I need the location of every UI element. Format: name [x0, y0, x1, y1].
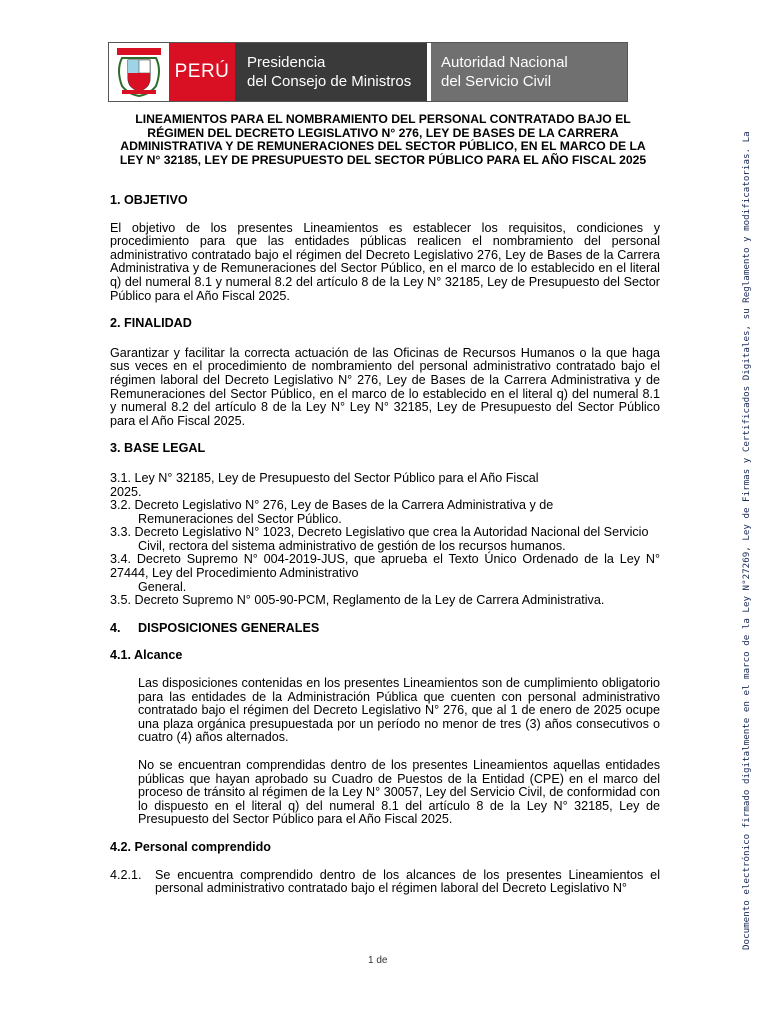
section-finalidad-heading: 2. FINALIDAD — [110, 316, 192, 331]
legal-item-text: 3.2. Decreto Legislativo N° 276, Ley de Bases de la Carrera Administrativa y de — [110, 498, 554, 513]
authority-label — [431, 43, 627, 101]
legal-item — [110, 499, 660, 526]
legal-item-text: 3.4. Decreto Supremo N° 004-2019-JUS, que aprueba el Texto Único Ordenado de la Ley N° 27444, Ley del Procedimiento Administrativo — [110, 552, 660, 581]
legal-item-continuation: 2025. — [110, 484, 142, 499]
legal-item-continuation: Civil, rectora del sistema administrativo de gestión de los recursos humanos. — [138, 538, 566, 553]
authority-line2: del Servicio Civil — [441, 73, 552, 90]
legal-item-continuation: Remuneraciones del Sector Público. — [138, 511, 342, 526]
alcance-paragraph-2: No se encuentran comprendidas dentro de los presentes Lineamientos aquellas entidades públicas que hayan aprobado su Cuadro de Puestos de la Entidad (CPE) en el marco del proceso de tránsito al régimen de la Ley N° 30057, Ley del Servicio Civil, de conformidad con lo dispuesto en el literal q) del numeral 8.1 del artículo 8 de la Ley N° 32185, Ley de Presupuesto del Sector Público para el Año Fiscal 2025. — [138, 758, 660, 827]
document-title: LINEAMIENTOS PARA EL NOMBRAMIENTO DEL PERSONAL CONTRATADO BAJO EL RÉGIMEN DEL DECRETO LEGISLATIVO N° 276, LEY DE BASES DE LA CARRERA ADMINISTRATIVA Y DE REMUNERACIONES DEL SECTOR PÚBLICO, EN EL MARCO DE LA LEY N° 32185, LEY DE PRESUPUESTO DEL SECTOR PÚBLICO PARA EL AÑO FISCAL 2025 — [119, 112, 647, 167]
document-body — [110, 194, 660, 896]
legal-item — [110, 526, 660, 553]
legal-item-text: 3.5. Decreto Supremo N° 005-90-PCM, Reglamento de la Ley de Carrera Administrativa. — [110, 593, 605, 608]
base-legal-list — [110, 472, 660, 608]
presidency-line1: Presidencia — [247, 54, 326, 71]
legal-item — [110, 472, 660, 499]
section-base-legal-heading: 3. BASE LEGAL — [110, 441, 206, 456]
section-objetivo-text: El objetivo de los presentes Lineamientos es establecer los requisitos, condiciones y procedimiento para que las entidades públicas realicen el nombramiento del personal administrativo contratado bajo el régimen del Decreto Legislativo 276, Ley de Bases de la Carrera Administrativa y de Remuneraciones del Sector Público, en el marco de lo establecido en el literal q) del numeral 8.1 y numeral 8.2 del artículo 8 de la Ley N° 32185, Ley de Presupuesto del Sector Público para el Año Fiscal 2025. — [110, 220, 660, 303]
legal-item-text: 3.3. Decreto Legislativo N° 1023, Decreto Legislativo que crea la Autoridad Nacional del Servicio — [110, 525, 649, 540]
section-finalidad-text: Garantizar y facilitar la correcta actuación de las Oficinas de Recursos Humanos o la que haga sus veces en el procedimiento de nombramiento del personal administrativo contratado bajo el régimen laboral del Decreto Legislativo N° 276, Ley de Bases de la Carrera Administrativa y de Remuneraciones del Sector Público, en el marco de lo establecido en el literal q) del numeral 8.1 y numeral 8.2 del artículo 8 de la Ley N° Ley N° 32185, Ley de Presupuesto del Sector Público para el Año Fiscal 2025. — [110, 345, 660, 428]
section-title: DISPOSICIONES GENERALES — [138, 620, 320, 635]
personal-heading: 4.2. Personal comprendido — [110, 839, 271, 854]
item-text: Se encuentra comprendido dentro de los alcances de los presentes Lineamientos el personal administrativo contratado bajo el régimen laboral del Decreto Legislativo N° — [155, 867, 660, 896]
peru-label: PERÚ — [169, 43, 235, 101]
legal-item — [110, 553, 660, 594]
section-disposiciones-heading — [110, 622, 660, 636]
item-4-2-1 — [110, 869, 660, 896]
header-banner — [108, 42, 628, 102]
alcance-heading: 4.1. Alcance — [110, 648, 183, 663]
coat-of-arms-logo — [109, 43, 169, 101]
alcance-paragraph-1: Las disposiciones contenidas en los presentes Lineamientos son de cumplimiento obligatorio para las entidades de la Administración Pública que cuenten con personal administrativo contratado bajo el régimen del Decreto Legislativo N° 276, que al 1 de enero de 2025 ocupe una plaza orgánica presupuestada por un período no menor de tres (3) años consecutivos o cuatro (4) años alternados. — [138, 676, 660, 745]
legal-item-continuation: General. — [138, 579, 187, 594]
presidency-label — [235, 43, 427, 101]
authority-line1: Autoridad Nacional — [441, 54, 568, 71]
item-number: 4.2.1. — [110, 867, 142, 882]
legal-item — [110, 594, 660, 608]
legal-item-text: 3.1. Ley N° 32185, Ley de Presupuesto del Sector Público para el Año Fiscal — [110, 470, 539, 485]
section-number: 4. — [110, 620, 121, 635]
digital-signature-note: Documento electrónico firmado digitalmente en el marco de la Ley N°27269, Ley de Firmas y Certificados Digitales, su Reglamento y modificatorias. La — [741, 131, 752, 950]
section-objetivo-heading: 1. OBJETIVO — [110, 193, 188, 207]
page-footer: 1 de — [368, 955, 388, 966]
presidency-line2: del Consejo de Ministros — [247, 73, 412, 90]
